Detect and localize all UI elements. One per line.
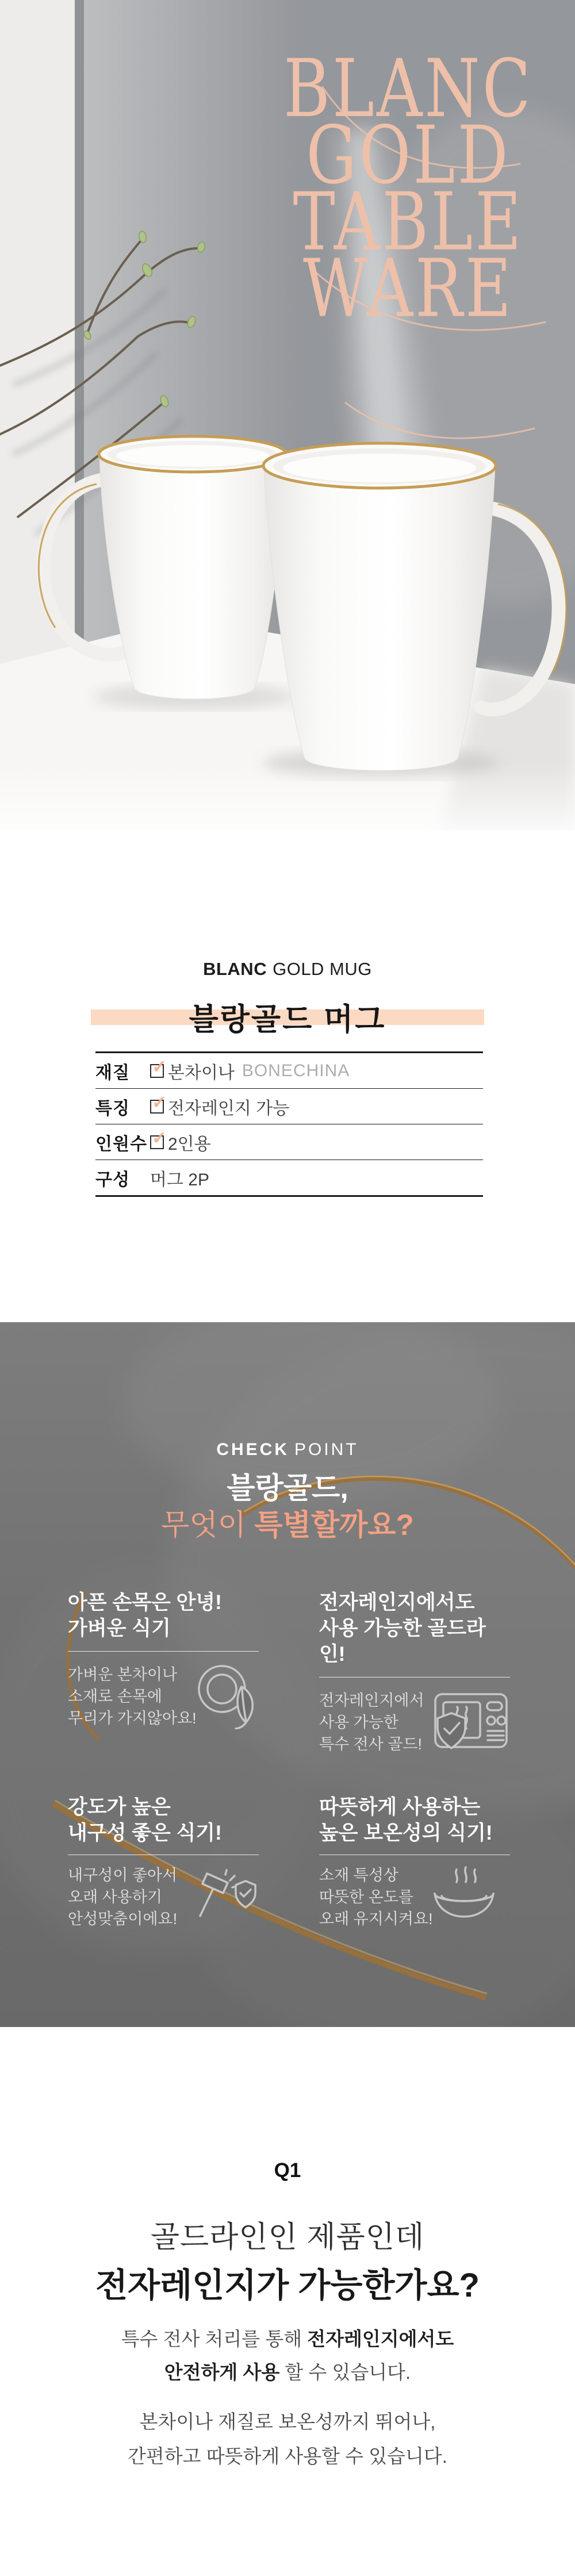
checkpoint-section: [0, 1322, 575, 2027]
feature-title-line: 높은 보온성의 식기!: [319, 1822, 493, 1844]
checkmark-icon: ✓: [152, 1127, 167, 1148]
spec-row-value: [150, 1058, 350, 1084]
feature-title-line: 따뜻하게 사용하는: [319, 1796, 481, 1818]
checkbox-icon: [150, 1056, 167, 1078]
spec-value-text: 2인용: [168, 1134, 211, 1154]
spec-heading-en: [0, 959, 575, 980]
feature-title: [319, 1590, 510, 1667]
steam-bowl-icon: [429, 1866, 499, 1925]
answer-regular: 할 수 있습니다.: [279, 2362, 411, 2383]
checkpoint-label-bold: CHECK: [216, 1440, 289, 1459]
feature-body-line: 소재로 손목에: [68, 1688, 162, 1705]
feature-body-line: 따뜻한 온도를: [319, 1888, 413, 1906]
hero-section: [0, 0, 575, 845]
hero-title-line: TABLE: [293, 175, 524, 268]
spec-table: [95, 1051, 483, 1197]
feature-title: [68, 1794, 259, 1846]
checkpoint-label-rest: POINT: [294, 1440, 359, 1459]
checkbox-icon: [150, 1127, 167, 1149]
answer-paragraph-1: [0, 2322, 575, 2389]
feature-heat-retention: [319, 1794, 510, 1930]
spec-row-feature: [95, 1089, 483, 1124]
spec-row-composition: [95, 1160, 483, 1195]
spec-value-text: 본차이나: [168, 1063, 235, 1082]
checkmark-icon: ✓: [152, 1056, 167, 1077]
spec-row-label: 재질: [95, 1063, 130, 1082]
feature-title: [319, 1794, 510, 1846]
answer-line: 본차이나 재질로 보온성까지 뛰어나,: [139, 2411, 436, 2432]
feature-title-line: 아픈 손목은 안녕!: [68, 1591, 222, 1614]
answer-regular: 특수 전사 처리를 통해: [121, 2328, 308, 2350]
feature-body: [68, 1864, 259, 1930]
spec-value-subtext: BONECHINA: [241, 1061, 350, 1080]
spec-row-label: 인원수: [95, 1134, 147, 1154]
hero-title-line: WARE: [302, 242, 514, 335]
checkpoint-headline-orange: [0, 1509, 575, 1541]
feature-body-line: 전자레인지에서: [319, 1692, 424, 1709]
microwave-shield-icon: [423, 1691, 513, 1755]
feature-title-line: 전자레인지에서도: [319, 1591, 475, 1614]
feature-light-tableware: [68, 1590, 259, 1729]
feature-title-line: 사용 가능한 골드라인!: [319, 1617, 486, 1665]
spec-row-value: [150, 1127, 211, 1155]
feature-title-line: 강도가 높은: [68, 1796, 171, 1818]
checkpoint-headline-white: 블랑골드,: [227, 1472, 348, 1504]
feature-title-line: 가벼운 식기: [68, 1617, 171, 1640]
spec-row-persons: [95, 1124, 483, 1160]
spec-heading-ko: 블랑골드 머그: [189, 1003, 386, 1036]
answer-bold: 전자레인지에서도: [307, 2328, 454, 2350]
feature-body-line: 오래 유지시켜요!: [319, 1910, 433, 1928]
question-number: Q1: [274, 2159, 301, 2182]
answer-paragraph-2: [0, 2405, 575, 2474]
answer-line: 간편하고 따뜻하게 사용할 수 있습니다.: [128, 2446, 447, 2467]
hammer-shield-icon: [190, 1869, 258, 1919]
hero-title: [270, 42, 546, 335]
answer-bold: 안전하게 사용: [164, 2362, 280, 2383]
feature-title: [68, 1590, 259, 1641]
spec-row-label: 구성: [95, 1170, 130, 1189]
hero-title-line: GOLD: [306, 109, 511, 202]
spec-row-value: [150, 1165, 209, 1191]
answer-line: [0, 2356, 575, 2389]
feature-body-line: 사용 가능한: [319, 1714, 398, 1731]
feature-body-line: 무리가 가지않아요!: [68, 1710, 197, 1727]
spec-heading-en-rest: GOLD MUG: [273, 959, 372, 979]
feature-body-line: 오래 사용하기: [68, 1888, 162, 1906]
spec-row-label: 특징: [95, 1099, 130, 1118]
feature-body-line: 안성맞춤이에요!: [68, 1910, 178, 1928]
feature-body-line: 소재 특성상: [319, 1867, 398, 1884]
feature-divider: [68, 1651, 259, 1652]
question-line-1: 골드라인인 제품인데: [150, 2221, 425, 2254]
spec-value-text: 머그 2P: [150, 1170, 209, 1189]
checkpoint-label: [0, 1440, 575, 1460]
question-line-2: 전자레인지가 가능한가요?: [95, 2267, 480, 2304]
feature-microwave-safe-goldline: [319, 1590, 510, 1755]
hero-title-line: BLANC: [283, 42, 533, 135]
feature-title-line: 내구성 좋은 식기!: [68, 1822, 222, 1844]
feature-body-line: 특수 전사 골드!: [319, 1736, 422, 1753]
feature-body: [319, 1864, 510, 1930]
headline-orange-bold: 특별할까요?: [254, 1508, 414, 1541]
feature-body-line: 가벼운 본차이나: [68, 1666, 178, 1683]
feature-body-line: 내구성이 좋아서: [68, 1867, 178, 1884]
checkmark-icon: ✓: [152, 1092, 167, 1112]
spec-row-material: [95, 1053, 483, 1089]
checkbox-icon: [150, 1092, 167, 1114]
spec-value-text: 전자레인지 가능: [168, 1099, 290, 1118]
plate-feather-icon: [195, 1661, 266, 1729]
feature-body: [319, 1690, 510, 1755]
feature-body: [68, 1664, 259, 1729]
answer-line: [0, 2322, 575, 2356]
spec-row-value: [150, 1094, 289, 1119]
spec-heading-en-bold: BLANC: [203, 959, 267, 979]
headline-orange-regular: 무엇이: [161, 1508, 255, 1541]
feature-durable-tableware: [68, 1794, 259, 1930]
